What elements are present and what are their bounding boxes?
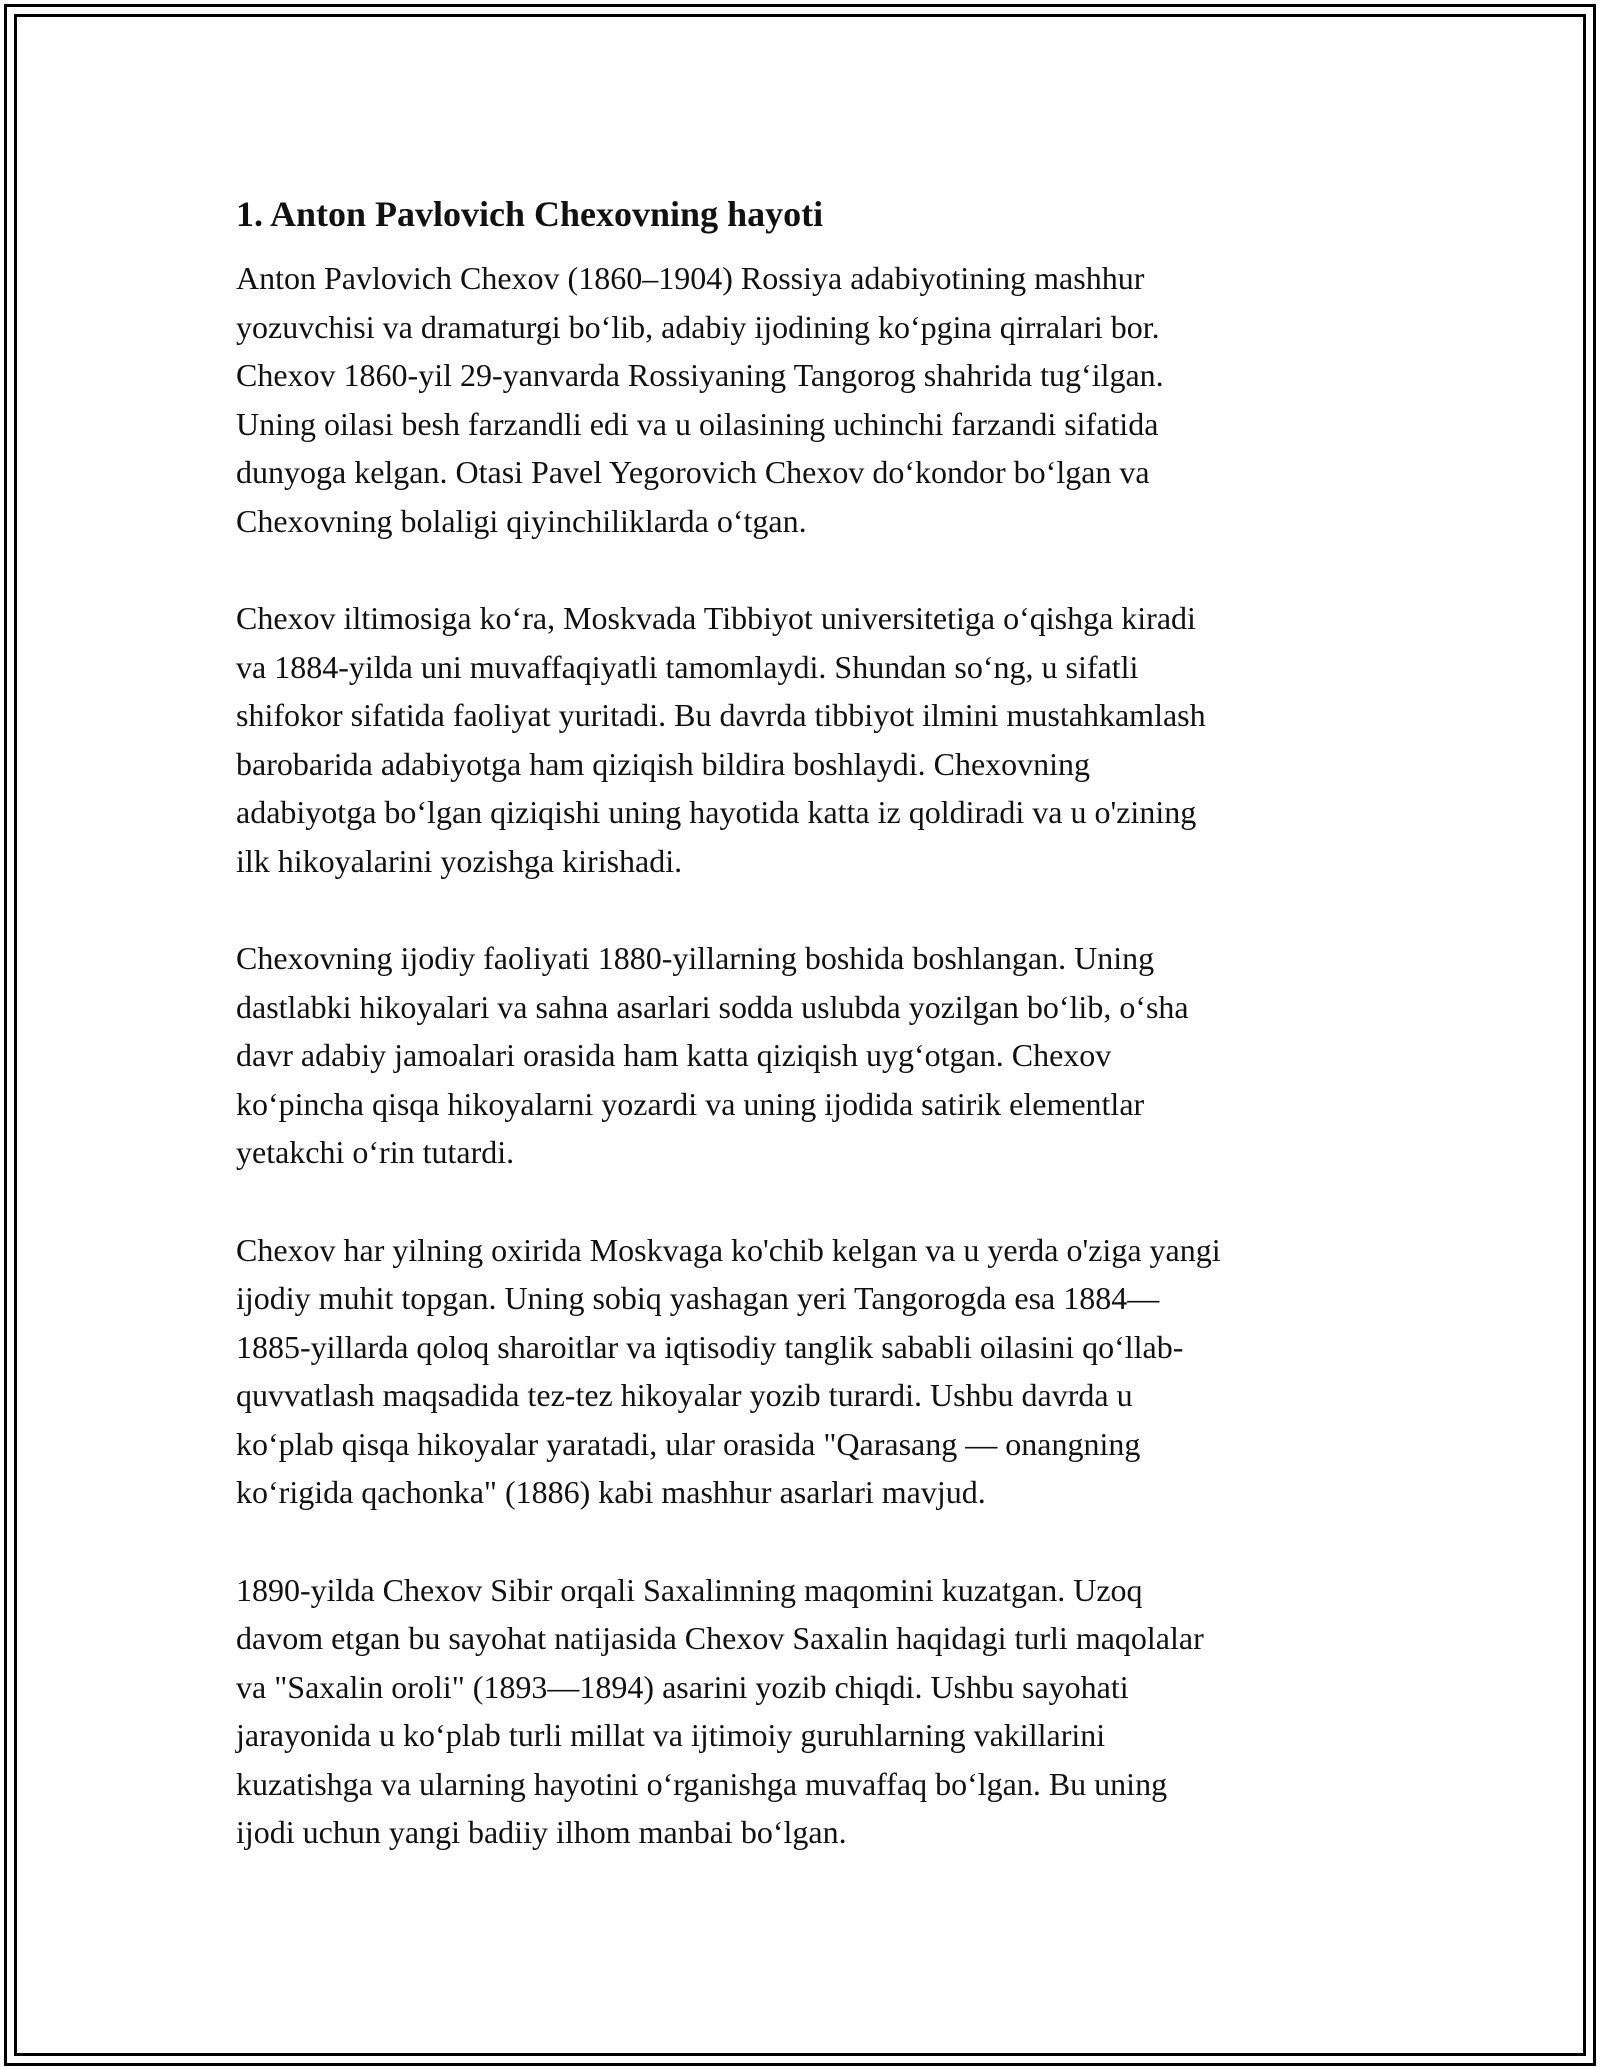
- paragraph-3: Chexovning ijodiy faoliyati 1880-yillarning boshida boshlangan. Uning dastlabki hikoyalari va sahna asarlari sodda uslubda yozilgan bo‘lib, o‘sha davr adabiy jamoalari orasida ham katta qiziqish uyg‘otgan. Chexov ko‘pincha qisqa hikoyalarni yozardi va uning ijodida satirik elementlar yetakchi o‘rin tutardi.: [236, 940, 1189, 1170]
- document-body: [236, 188, 1376, 1906]
- paragraph-4: Chexov har yilning oxirida Moskvaga ko'chib kelgan va u yerda o'ziga yangi ijodiy muhit topgan. Uning sobiq yashagan yeri Tangorogda esa 1884— 1885-yillarda qoloq sharoitlar va iqtisodiy tanglik sababli oilasini qo‘llab- quvvatlash maqsadida tez-tez hikoyalar yozib turardi. Ushbu davrda u ko‘plab qisqa hikoyalar yaratadi, ular orasida "Qarasang — onangning ko‘rigida qachonka" (1886) kabi mashhur asarlari mavjud.: [236, 1231, 1221, 1510]
- paragraph-1: Anton Pavlovich Chexov (1860–1904) Rossiya adabiyotining mashhur yozuvchisi va dramaturgi bo‘lib, adabiy ijodining ko‘pgina qirralari bor. Chexov 1860-yil 29-yanvarda Rossiyaning Tangorog shahrida tug‘ilgan. Uning oilasi besh farzandli edi va u oilasining uchinchi farzandi sifatida dunyoga kelgan. Otasi Pavel Yegorovich Chexov do‘kondor bo‘lgan va Chexovning bolaligi qiyinchiliklarda o‘tgan.: [236, 260, 1164, 539]
- paragraph-2: Chexov iltimosiga ko‘ra, Moskvada Tibbiyot universitetiga o‘qishga kiradi va 1884-yilda uni muvaffaqiyatli tamomlaydi. Shundan so‘ng, u sifatli shifokor sifatida faoliyat yuritadi. Bu davrda tibbiyot ilmini mustahkamlash barobarida adabiyotga ham qiziqish bildira boshlaydi. Chexovning adabiyotga bo‘lgan qiziqishi uning hayotida katta iz qoldiradi va u o'zining ilk hikoyalarini yozishga kirishadi.: [236, 600, 1206, 879]
- section-heading: 1. Anton Pavlovich Chexovning hayoti: [236, 194, 824, 234]
- paragraph-5: 1890-yilda Chexov Sibir orqali Saxalinning maqomini kuzatgan. Uzoq davom etgan bu sayohat natijasida Chexov Saxalin haqidagi turli maqolalar va "Saxalin oroli" (1893—1894) asarini yozib chiqdi. Ushbu sayohati jarayonida u ko‘plab turli millat va ijtimoiy guruhlarning vakillarini kuzatishga va ularning hayotini o‘rganishga muvaffaq bo‘lgan. Bu uning ijodi uchun yangi badiiy ilhom manbai bo‘lgan.: [236, 1571, 1204, 1850]
